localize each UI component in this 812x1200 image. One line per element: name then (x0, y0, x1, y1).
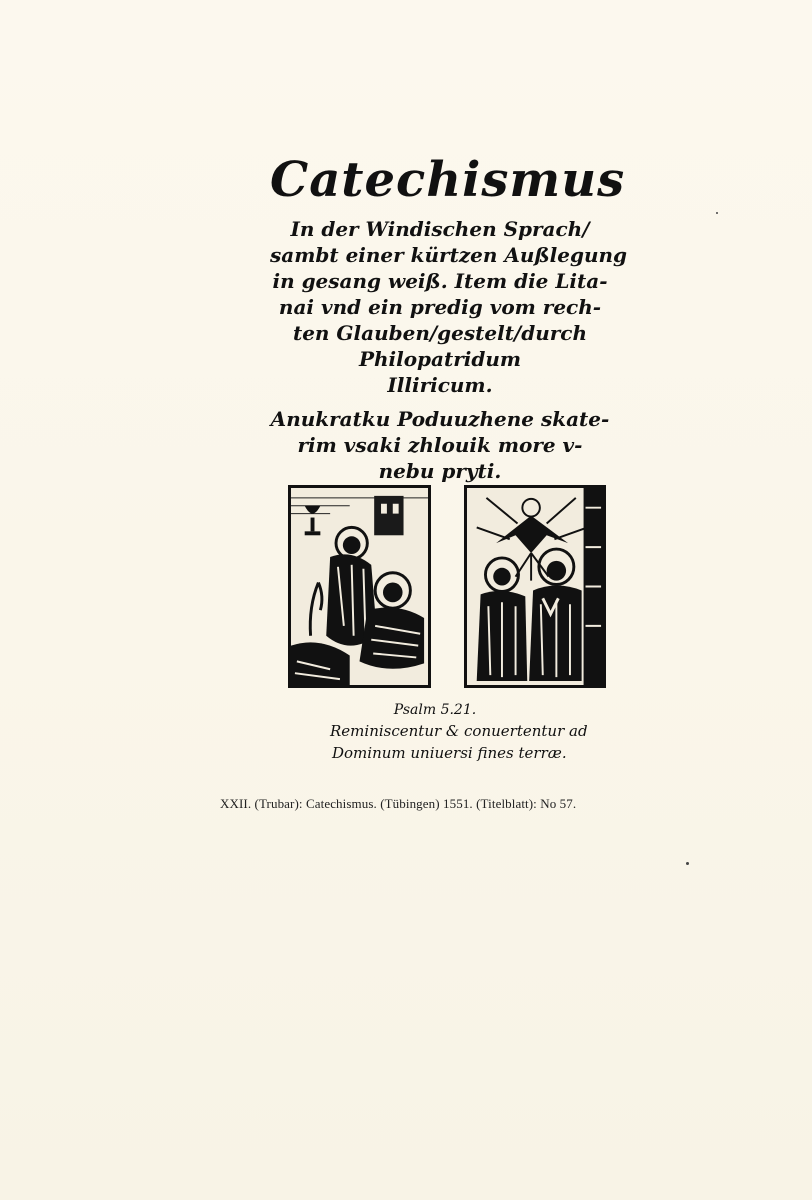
slovene-line: rim vsaki zhlouik more v- (297, 433, 583, 457)
subtitle-line: nai vnd ein predig vom rech- (278, 295, 602, 319)
subtitle-line: sambt einer kürtzen Außlegung (270, 243, 628, 267)
title-block (270, 150, 628, 484)
slovene-line: nebu pryti. (378, 459, 502, 483)
psalm-reference: Psalm 5.21. (393, 702, 477, 718)
psalm-motto (330, 700, 588, 764)
subtitle-line: In der Windischen Sprach/ (290, 217, 590, 241)
motto-line: Dominum uniuersi fines terræ. (332, 744, 567, 762)
slovene-line: Anukratku Poduuzhene skate- (270, 407, 610, 431)
slovene-subtitle (270, 406, 610, 484)
subtitle-line: in gesang weiß. Item die Lita- (272, 269, 608, 293)
subtitle-line: ten Glauben/gestelt/durch (292, 321, 588, 345)
main-title: Catechismus (270, 152, 626, 208)
catalog-caption: XXII. (Trubar): Catechismus. (Tübingen) 1551. (Titelblatt): No 57. (220, 796, 577, 811)
german-subtitle (270, 216, 628, 398)
woodcut-panels (288, 485, 608, 690)
paper-speck (686, 862, 689, 865)
woodcut-pentecost-dove-icon (464, 485, 606, 688)
motto-line: Reminiscentur & conuertentur ad (330, 722, 588, 740)
subtitle-line: Illiricum. (387, 373, 493, 397)
subtitle-line: Philopatridum (358, 347, 522, 371)
woodcut-christ-in-gethsemane-icon (288, 485, 431, 688)
paper-speck (716, 212, 718, 214)
